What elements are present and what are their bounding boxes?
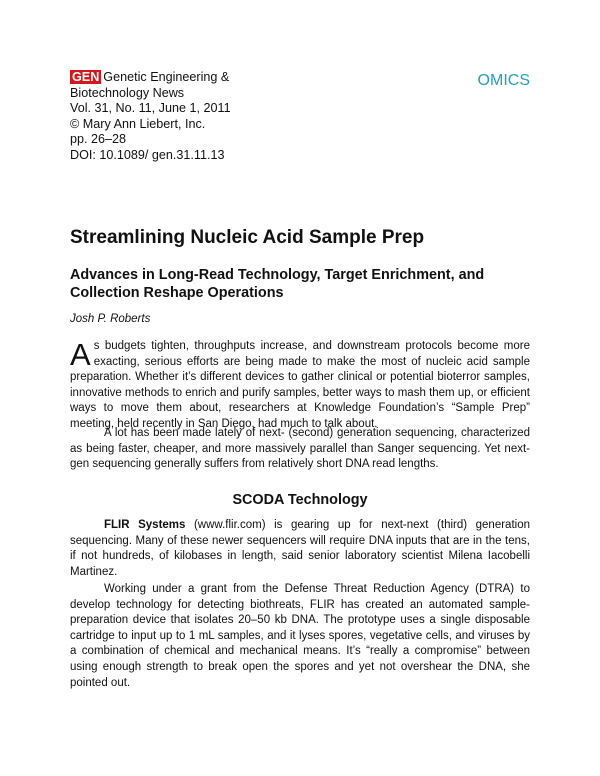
drop-cap: A [70, 337, 91, 372]
paragraph-flir [70, 518, 530, 580]
paragraph-next-gen: A lot has been made lately of next- (second) generation sequencing, characterized as being faster, cheaper, and more massively parallel than Sanger sequencing. Yet next-gen sequencing generally suffers from relatively short DNA read lengths. [70, 427, 530, 471]
paragraph-flir-text: (www.flir.com) is gearing up for next-next (third) generation sequencing. Many of these newer sequencers will require DNA inputs that are in the tens, if not hundreds, of kilobases in length, said senior laboratory scientist Milena Iacobelli Martinez. [70, 519, 530, 578]
gen-logo-badge: GEN [72, 70, 100, 84]
journal-copyright: © Mary Ann Liebert, Inc. [70, 116, 206, 131]
article-title: Streamlining Nucleic Acid Sample Prep [70, 227, 425, 248]
journal-doi: DOI: 10.1089/ gen.31.11.13 [70, 147, 225, 162]
section-heading-scoda: SCODA Technology [232, 492, 368, 508]
paragraph-intro-text: s budgets tighten, throughputs increase, and downstream protocols become more exacting, serious efforts are being made to make the most of nucleic acid sample preparation. Whether it’s different devices to gather clinical or potential bioterror samples, innovative methods to enrich and purify samples, better ways to mash them up, or efficient ways to move them about, researchers at Knowledge Foundation’s “Sample Prep” meeting, held recently in San Diego, had much to talk about. [70, 340, 530, 430]
journal-volume: Vol. 31, No. 11, June 1, 2011 [70, 101, 231, 116]
journal-pages: pp. 26–28 [70, 132, 127, 147]
journal-header [70, 70, 231, 164]
company-name-flir: FLIR Systems [104, 519, 186, 531]
paragraph-dtra: Working under a grant from the Defense Threat Reduction Agency (DTRA) to develop technology for detecting biothreats, FLIR has created an automated sample-preparation device that isolates 20–50 kb DNA. The prototype uses a single disposable cartridge to input up to 1 mL samples, and it lyses spores, vegetative cells, and viruses by a combination of chemical and mechanical means. It’s “really a compromise” between using enough strength to break open the spores and yet not overshear the DNA, she pointed out. [70, 583, 530, 689]
article-author: Josh P. Roberts [70, 313, 151, 325]
journal-name-line2: Biotechnology News [70, 85, 185, 100]
section-label-omics: OMICS [477, 72, 530, 89]
paragraph-intro [70, 339, 530, 433]
journal-title-part1: Genetic Engineering & [103, 70, 230, 84]
article-subtitle: Advances in Long-Read Technology, Target Enrichment, and Collection Reshape Operations [70, 267, 485, 301]
journal-name-line1 [70, 70, 231, 86]
